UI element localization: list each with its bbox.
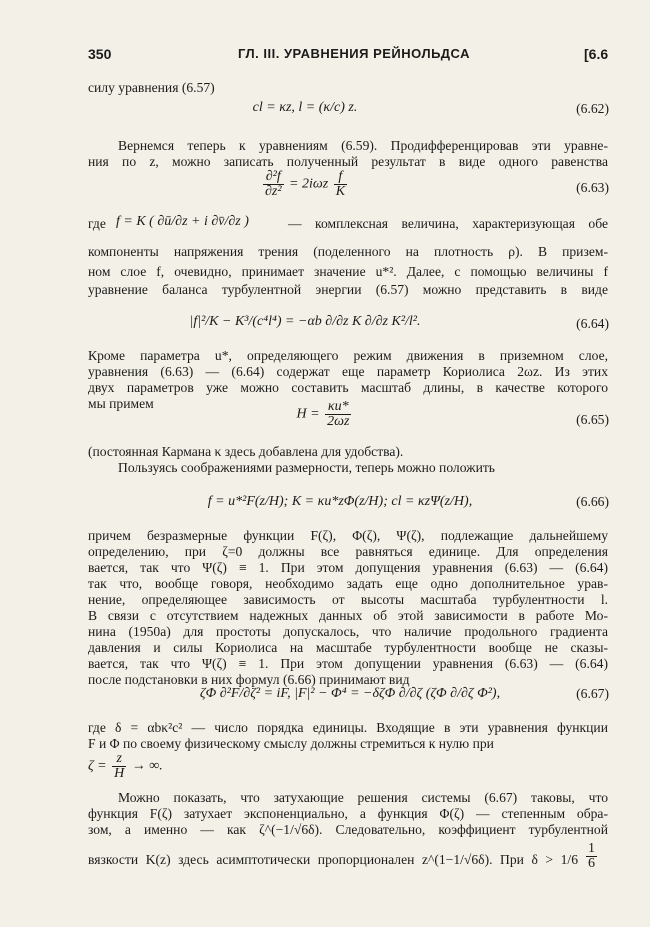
- equation-number: (6.65): [576, 412, 609, 427]
- text-line: так что, вообще говоря, необходимо задать еще одно дополнительное урав-: [88, 576, 608, 591]
- text-line: нение, определяющее зависимость от высоты масштаба турбулентности l.: [88, 592, 608, 607]
- equation-6-62: cl = κz, l = (κ/c) z.: [252, 100, 358, 115]
- text-line: функция F(ζ) затухает экспоненциально, а функция Φ(ζ) — степенным обра-: [88, 806, 608, 821]
- equation-6-63: $\frac{\text{∂²f}}{\text{∂z²}}$ = 2iωz $\frac{f}{K}$: [264, 169, 346, 199]
- text-line: (постоянная Кармана κ здесь добавлена для удобства).: [88, 444, 404, 459]
- equation-6-66: f = u*²F(z/H); K = κu*zΦ(z/H); cl = κzΨ(z/H),: [207, 494, 473, 509]
- fraction-one-sixth: $\frac{1}{6}$: [588, 841, 595, 871]
- equation-6-67: ζΦ ∂²F/∂ζ² = iF, |F|² − Φ⁴ = −δζΦ ∂/∂ζ (ζΦ ∂/∂ζ Φ²),: [199, 686, 501, 701]
- text-line: ния по z, можно записать полученный результат в виде одного равенства: [88, 154, 608, 169]
- text-line: уравнения (6.63) — (6.64) содержат еще параметр Кориолиса 2ωz. Из этих: [88, 364, 608, 379]
- text-line: вязкости K(z) здесь асимптотически пропорционален z^(1−1/√6δ). При δ > 1/6: [88, 852, 578, 867]
- fraction: $\frac{z}{H}$: [114, 751, 125, 781]
- fraction: $\frac{f}{K}$: [335, 169, 346, 199]
- text-line: Можно показать, что затухающие решения системы (6.67) таковы, что: [118, 790, 608, 805]
- text-line: В связи с отсутствием надежных данных об этой зависимости в работе Мо-: [88, 608, 608, 623]
- section-marker: [6.6: [584, 46, 609, 62]
- text-line: зом, а именно — как ζ^(−1/√6δ). Следовательно, коэффициент турбулентной: [88, 822, 608, 837]
- text-line: после подстановки в них формул (6.66) принимают вид: [88, 672, 410, 687]
- text-line: F и Φ по своему физическому смыслу должны стремиться к нулю при: [88, 736, 494, 751]
- text-line-f-definition: где f = K ( ∂ū/∂z + i ∂v̄/∂z ) — комплексная величина, характеризующая обе: [88, 214, 608, 231]
- text-line: вается, так что Ψ(ζ) ≡ 1. При этом допущении уравнения (6.63) — (6.64): [88, 656, 608, 671]
- text-line: вается, так что Ψ(ζ) ≡ 1. При этом допущения уравнения (6.63) — (6.64): [88, 560, 608, 575]
- f-definition: f = K ( ∂ū/∂z + i ∂v̄/∂z ): [116, 214, 249, 229]
- text-line: Вернемся теперь к уравнениям (6.59). Продифференцировав эти уравне-: [118, 138, 608, 153]
- text-line: Кроме параметра u*, определяющего режим движения в приземном слое,: [88, 348, 608, 363]
- text-line: двух параметров уже можно составить масштаб длины, в качестве которого: [88, 380, 608, 395]
- equation-6-65: H = $\frac{\kappa u*}{2\omega z}$: [296, 399, 350, 429]
- equation-6-64: |f|²/K − K³/(c⁴l⁴) = −αb ∂/∂z K ∂/∂z K²/l².: [189, 314, 421, 329]
- equation-number: (6.67): [576, 686, 609, 701]
- text-line: компоненты напряжения трения (поделенного на плотность ρ). В призем-: [88, 244, 608, 259]
- text-line: нина (1950a) для простоты допускалось, что наличие продольного градиента: [88, 624, 608, 639]
- page-number: 350: [88, 46, 112, 62]
- text-line: причем безразмерные функции F(ζ), Φ(ζ), Ψ(ζ), подлежащие дальнейшему: [88, 528, 608, 543]
- equation-number: (6.64): [576, 316, 609, 331]
- text-line: определению, при ζ=0 должны все равняться единице. Для определения: [88, 544, 608, 559]
- running-head: ГЛ. III. УРАВНЕНИЯ РЕЙНОЛЬДСА: [238, 46, 470, 61]
- text-line: Пользуясь соображениями размерности, теперь можно положить: [118, 460, 495, 475]
- text-line: уравнение баланса турбулентной энергии (6.57) можно представить в виде: [88, 282, 608, 297]
- text-line: где δ = αbκ²c² — число порядка единицы. Входящие в эти уравнения функции: [88, 720, 608, 735]
- zeta-definition: ζ = $\frac{z}{H}$ → ∞.: [88, 751, 163, 781]
- equation-number: (6.62): [576, 101, 609, 116]
- text-line: силу уравнения (6.57): [88, 80, 215, 95]
- equation-number: (6.66): [576, 494, 609, 509]
- fraction: $\frac{\kappa u*}{2\omega z}$: [327, 399, 350, 429]
- text-line: ном слое f, очевидно, принимает значение u*². Далее, с помощью величины f: [88, 264, 608, 279]
- text-line: мы примем: [88, 396, 154, 411]
- text-line: давления и силы Кориолиса на масштабе турбулентности вообще не сказы-: [88, 640, 608, 655]
- equation-number: (6.63): [576, 180, 609, 195]
- fraction: $\frac{\text{∂²f}}{\text{∂z²}}$: [264, 169, 282, 199]
